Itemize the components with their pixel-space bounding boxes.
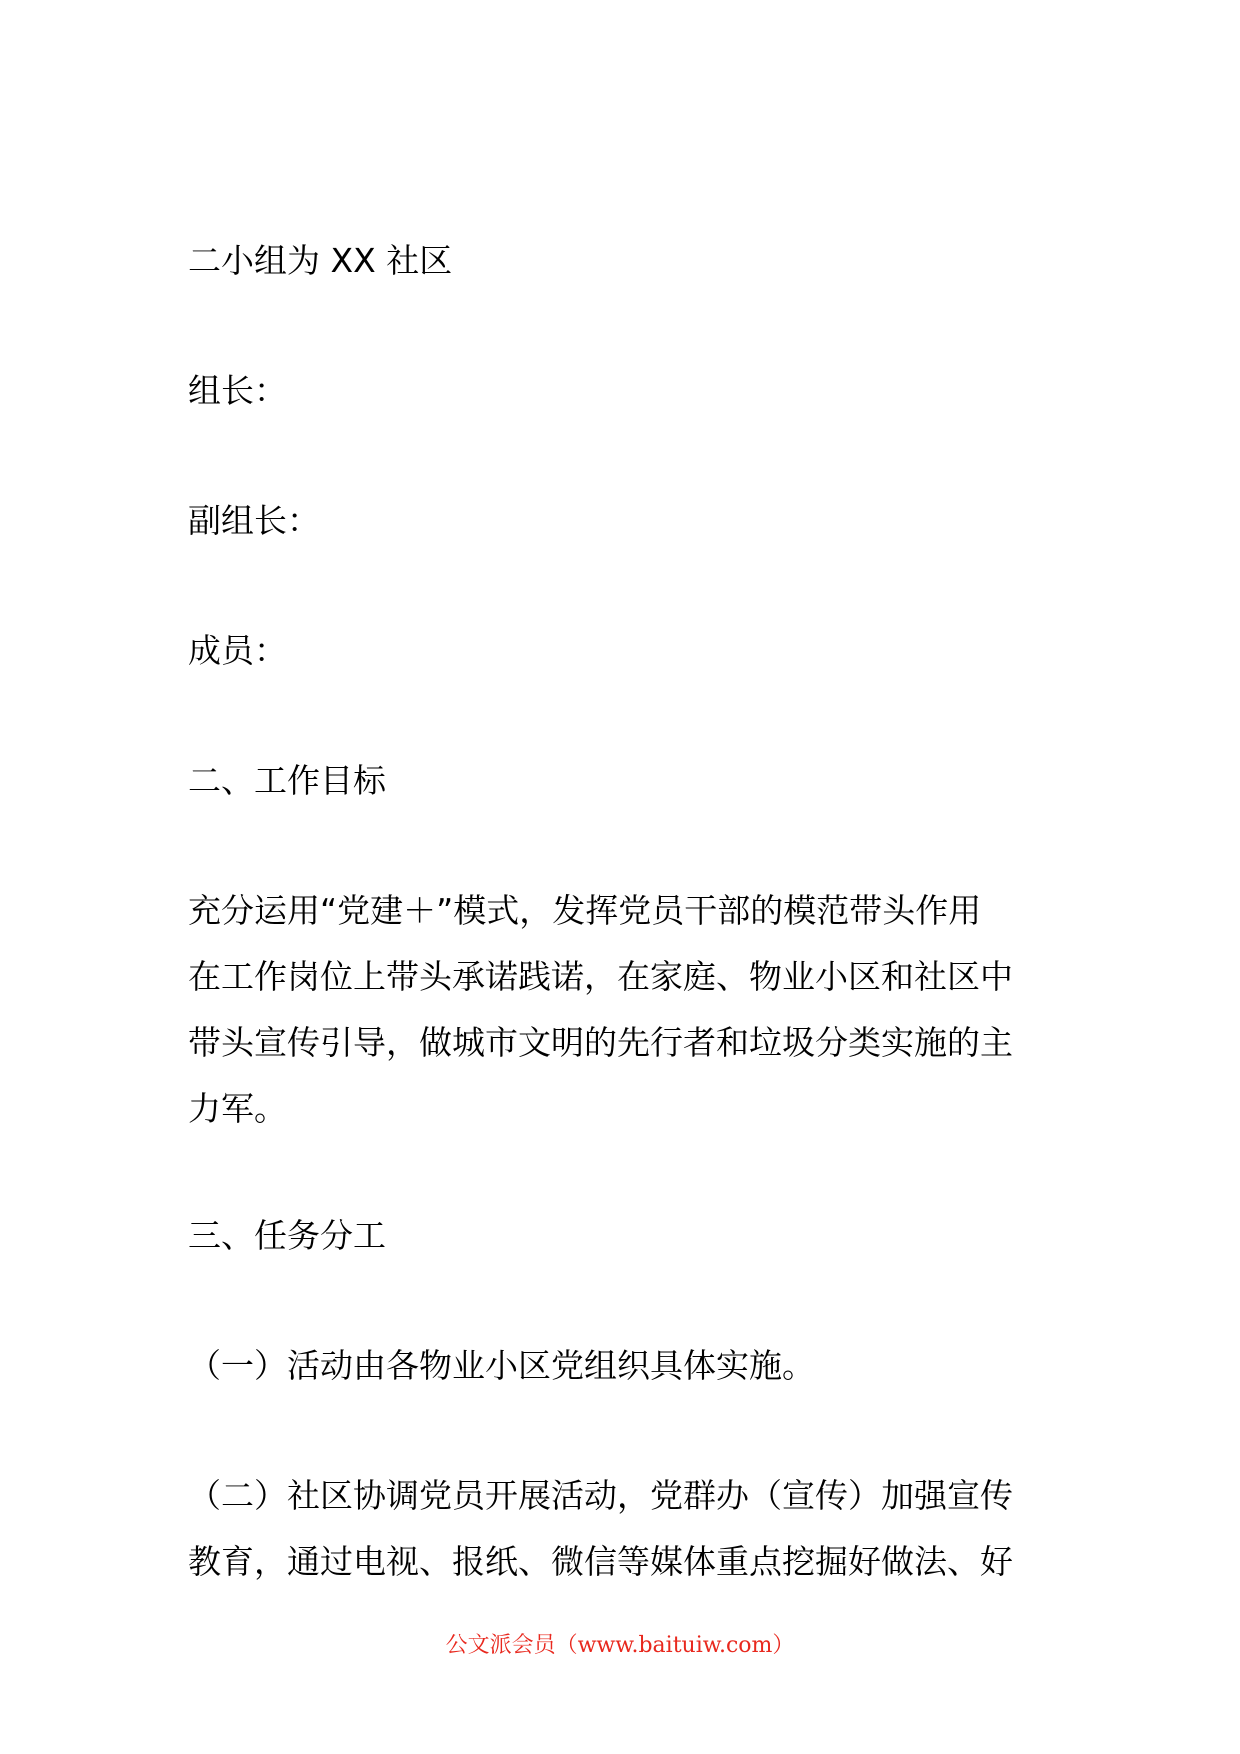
heading-task-division: 三、任务分工 bbox=[188, 1216, 386, 1255]
goals-paragraph-line: 带头宣传引导，做城市文明的先行者和垃圾分类实施的主 bbox=[188, 1023, 1013, 1062]
members-line: 成员： bbox=[188, 631, 287, 670]
heading-work-goals: 二、工作目标 bbox=[188, 761, 386, 800]
goals-paragraph-line: 在工作岗位上带头承诺践诺，在家庭、物业小区和社区中 bbox=[188, 957, 1013, 996]
task-two-paragraph-line: （二）社区协调党员开展活动，党群办（宣传）加强宣传 bbox=[188, 1476, 1013, 1515]
goals-paragraph-line: 力军。 bbox=[188, 1089, 287, 1128]
task-two-paragraph-line: 教育，通过电视、报纸、微信等媒体重点挖掘好做法、好 bbox=[188, 1542, 1013, 1581]
footer-watermark-text: 公文派会员（www.baituiw.com） bbox=[445, 1633, 795, 1658]
leader-line: 组长： bbox=[188, 371, 287, 410]
group-two-line: 二小组为 XX 社区 bbox=[188, 241, 453, 280]
goals-paragraph bbox=[188, 878, 1068, 1142]
task-one-line: （一）活动由各物业小区党组织具体实施。 bbox=[188, 1346, 815, 1385]
deputy-leader-line: 副组长： bbox=[188, 501, 320, 540]
task-two-paragraph bbox=[188, 1463, 1068, 1595]
goals-paragraph-line: 充分运用“党建＋”模式，发挥党员干部的模范带头作用 bbox=[188, 891, 982, 930]
